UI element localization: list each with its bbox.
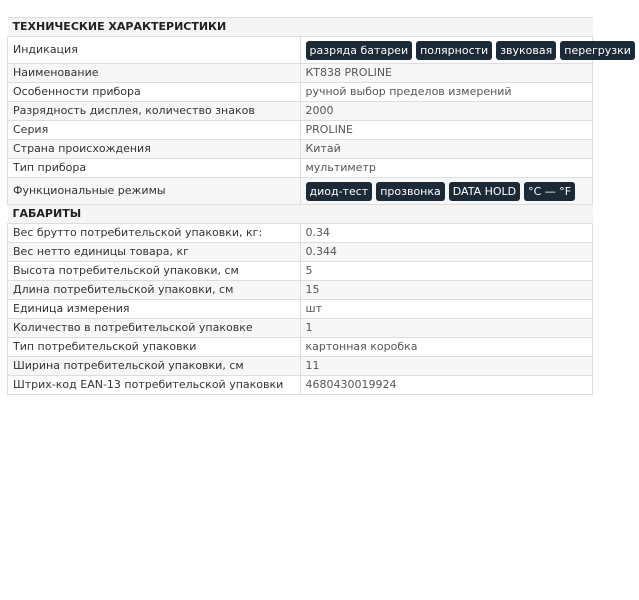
spec-row xyxy=(8,37,593,64)
tag-badge[interactable]: полярности xyxy=(416,41,492,60)
tag-badge[interactable]: перегрузки xyxy=(560,41,635,60)
spec-value: 1 xyxy=(300,319,593,338)
spec-label: Единица измерения xyxy=(8,300,301,319)
spec-row xyxy=(8,338,593,357)
spec-label: Тип потребительской упаковки xyxy=(8,338,301,357)
specs-table xyxy=(7,17,631,395)
section-title: ГАБАРИТЫ xyxy=(8,205,593,224)
spec-label: Тип прибора xyxy=(8,159,301,178)
tag-badge[interactable]: прозвонка xyxy=(376,182,445,201)
section-title: ТЕХНИЧЕСКИЕ ХАРАКТЕРИСТИКИ xyxy=(8,18,593,37)
spec-label: Вес нетто единицы товара, кг xyxy=(8,243,301,262)
spec-label: Штрих-код EAN-13 потребительской упаковки xyxy=(8,376,301,395)
spec-label: Ширина потребительской упаковки, см xyxy=(8,357,301,376)
spec-row xyxy=(8,376,593,395)
spec-value: мультиметр xyxy=(300,159,593,178)
tag-badge[interactable]: разряда батареи xyxy=(306,41,413,60)
spec-row xyxy=(8,281,593,300)
tag-badge[interactable]: диод-тест xyxy=(306,182,373,201)
spec-row xyxy=(8,121,593,140)
spec-label: Количество в потребительской упаковке xyxy=(8,319,301,338)
spec-label: Страна происхождения xyxy=(8,140,301,159)
spec-value: 0.344 xyxy=(300,243,593,262)
section-header xyxy=(8,205,593,224)
spec-value: шт xyxy=(300,300,593,319)
spec-row xyxy=(8,224,593,243)
section-header xyxy=(8,18,593,37)
spec-value: 4680430019924 xyxy=(300,376,593,395)
spec-label: Длина потребительской упаковки, см xyxy=(8,281,301,300)
spec-label: Разрядность дисплея, количество знаков xyxy=(8,102,301,121)
spec-label: Индикация xyxy=(8,37,301,64)
spec-row xyxy=(8,140,593,159)
spec-row xyxy=(8,159,593,178)
spec-row xyxy=(8,102,593,121)
spec-value: 0.34 xyxy=(300,224,593,243)
tag-badge[interactable]: DATA HOLD xyxy=(449,182,520,201)
spec-value: Китай xyxy=(300,140,593,159)
spec-label: Наименование xyxy=(8,64,301,83)
spec-label: Особенности прибора xyxy=(8,83,301,102)
spec-row xyxy=(8,64,593,83)
tag-badge[interactable]: °C — °F xyxy=(524,182,575,201)
spec-value xyxy=(300,37,631,64)
spec-row xyxy=(8,178,593,205)
spec-row xyxy=(8,262,593,281)
spec-label: Высота потребительской упаковки, см xyxy=(8,262,301,281)
spec-label: Функциональные режимы xyxy=(8,178,301,205)
spec-value: 11 xyxy=(300,357,593,376)
spec-row xyxy=(8,83,593,102)
spec-value: 5 xyxy=(300,262,593,281)
spec-value: картонная коробка xyxy=(300,338,593,357)
spec-value: 2000 xyxy=(300,102,593,121)
spec-value: 15 xyxy=(300,281,593,300)
spec-label: Вес брутто потребительской упаковки, кг: xyxy=(8,224,301,243)
spec-label: Серия xyxy=(8,121,301,140)
spec-row xyxy=(8,243,593,262)
spec-row xyxy=(8,300,593,319)
spec-value: ручной выбор пределов измерений xyxy=(300,83,593,102)
spec-value xyxy=(300,178,593,205)
spec-row xyxy=(8,357,593,376)
tag-badge[interactable]: звуковая xyxy=(496,41,556,60)
spec-value: PROLINE xyxy=(300,121,593,140)
spec-value: КТ838 PROLINE xyxy=(300,64,593,83)
spec-row xyxy=(8,319,593,338)
